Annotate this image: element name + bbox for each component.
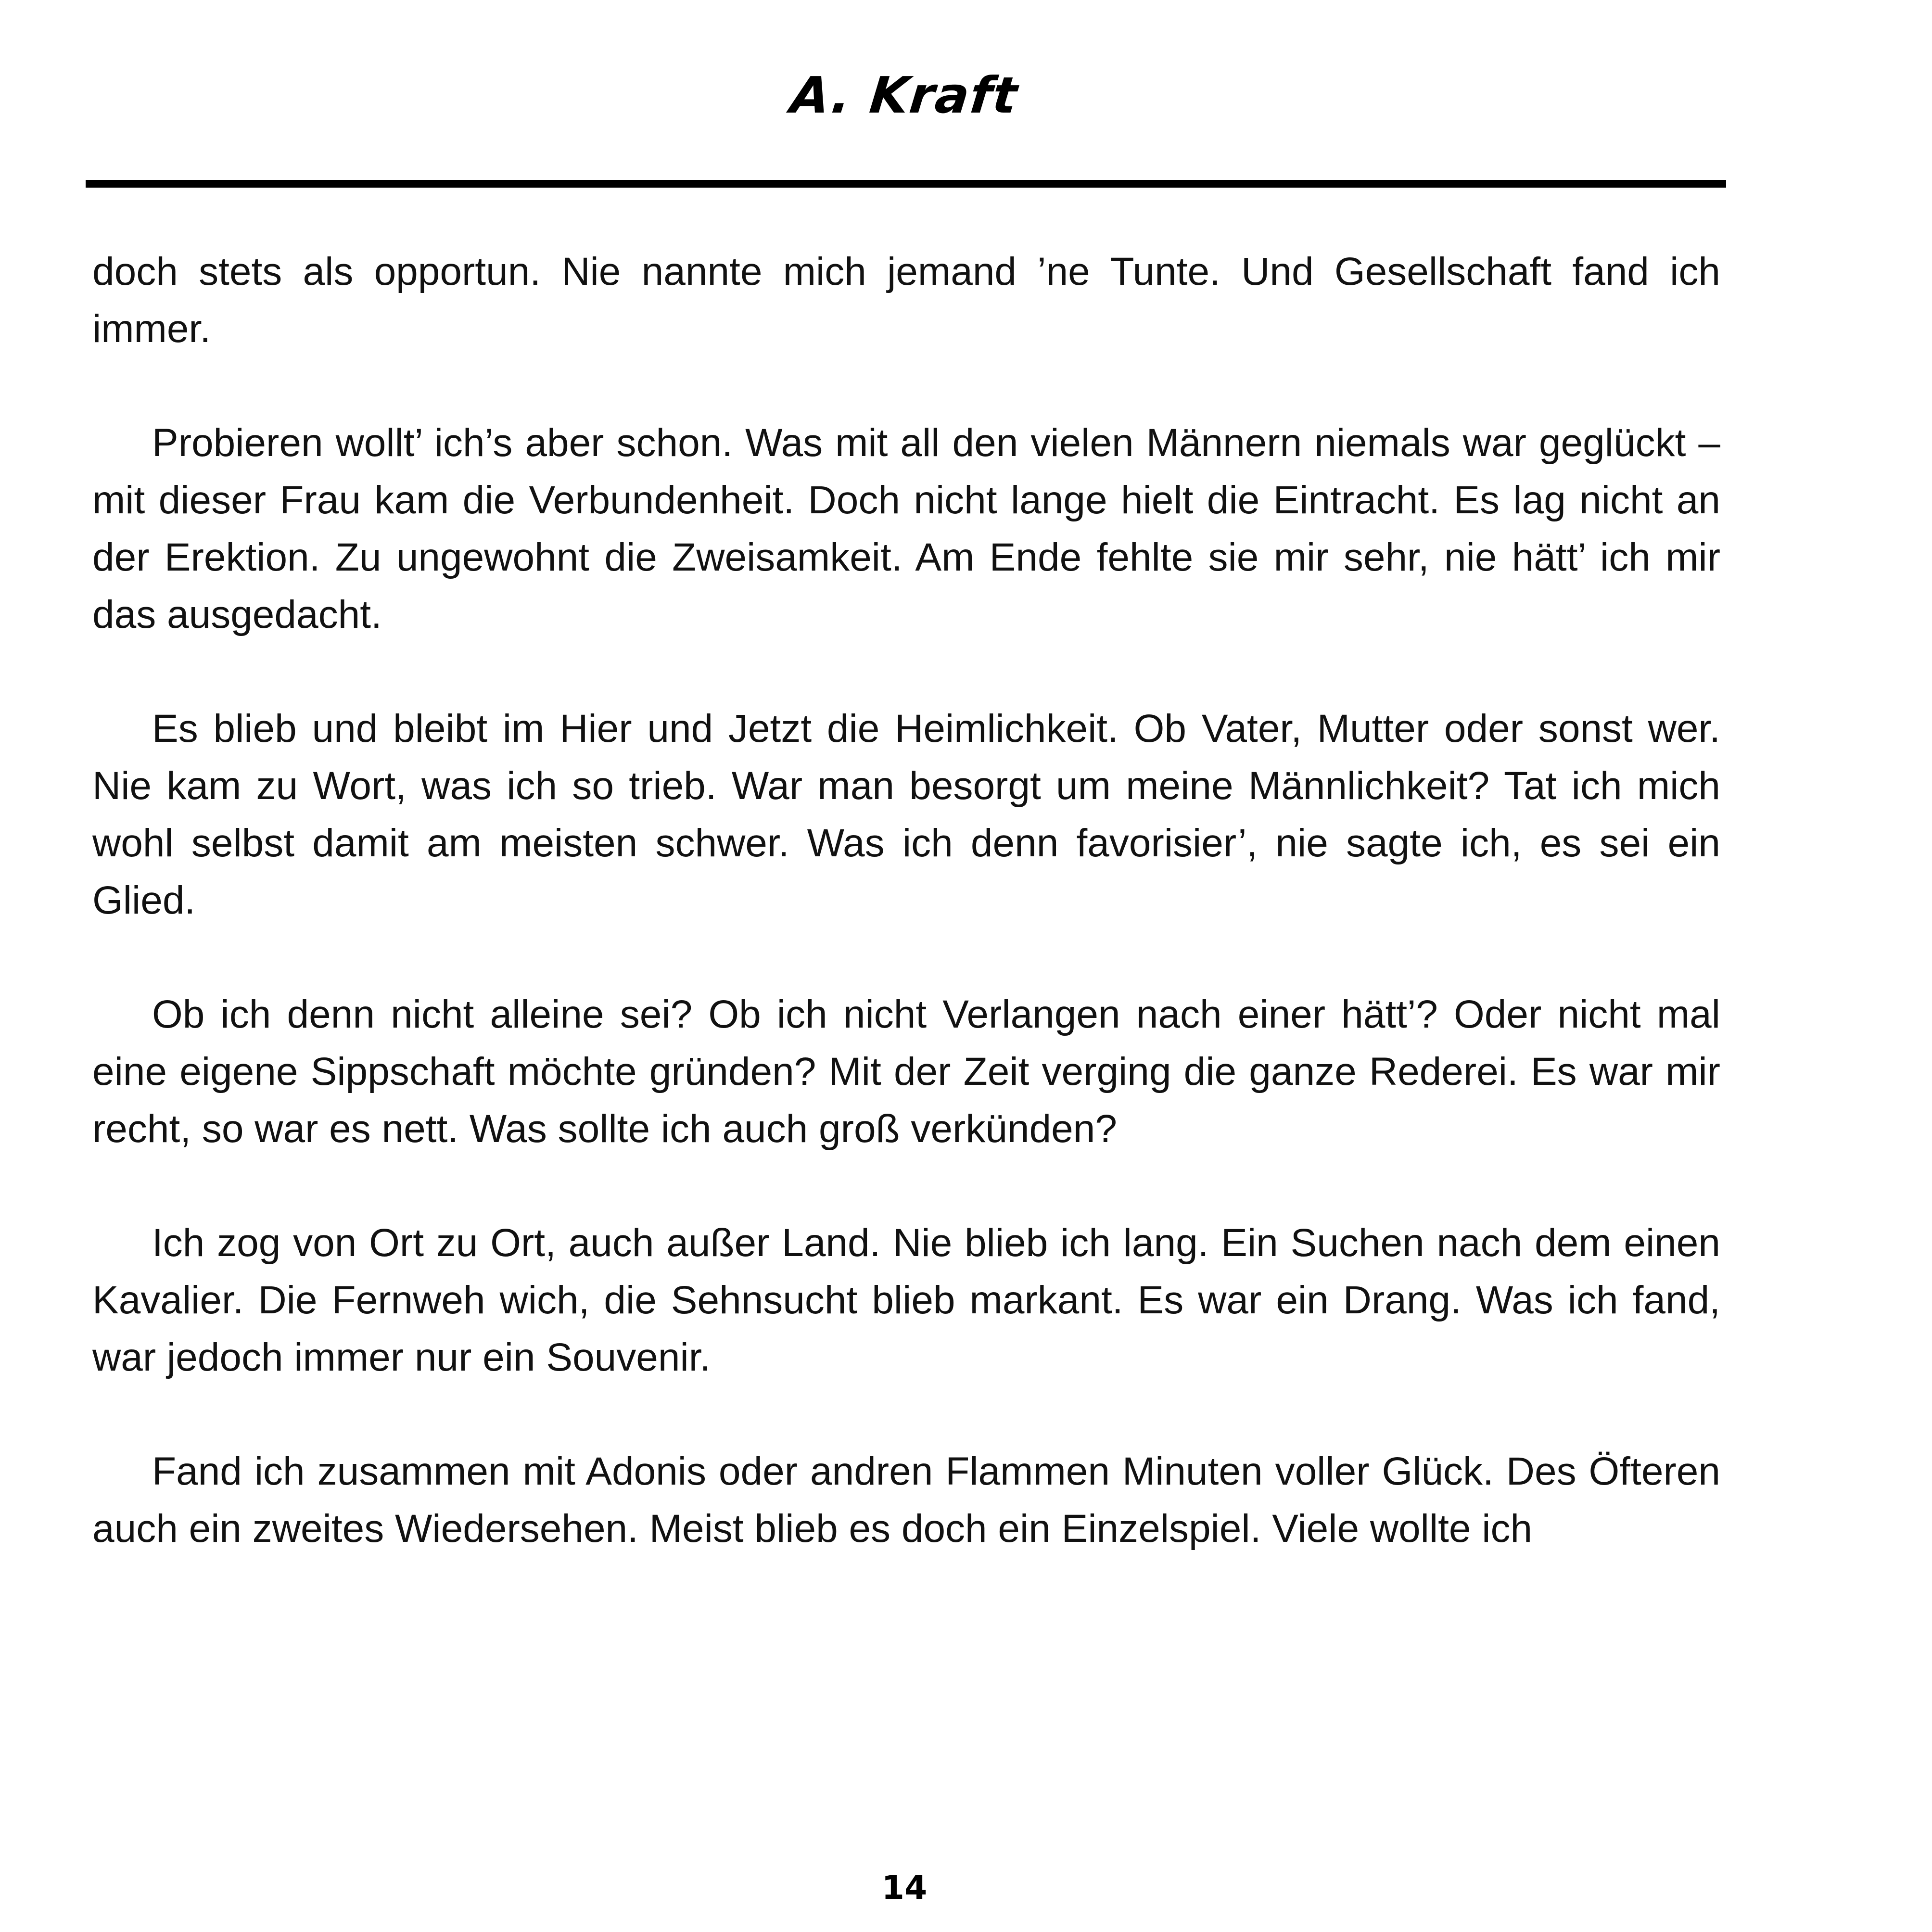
author-header: A. Kraft bbox=[788, 66, 1021, 125]
paragraph-6: Fand ich zusammen mit Adonis oder andren Flammen Minuten voller Glück. Des Öfteren auch ein zweites Wiedersehen. Meist blieb es doch ein Einzelspiel. Viele wollte ich bbox=[92, 1449, 1720, 1551]
paragraph-4: Ob ich denn nicht alleine sei? Ob ich nicht Verlangen nach einer hätt’? Oder nicht mal eine eigene Sippschaft möchte gründen? Mit der Zeit verging die ganze Rederei. Es war mir recht, so war es nett. Was sollte ich auch groß verkünden? bbox=[92, 992, 1720, 1151]
header-divider bbox=[86, 180, 1726, 188]
page-number: 14 bbox=[881, 1869, 928, 1907]
body-text bbox=[92, 243, 1720, 1614]
paragraph-3: Es blieb und bleibt im Hier und Jetzt die Heimlichkeit. Ob Vater, Mutter oder sonst wer. Nie kam zu Wort, was ich so trieb. War man besorgt um meine Männlichkeit? Tat ich mich wohl selbst damit am meisten schwer. Was ich denn favorisier’, nie sagte ich, es sei ein Glied. bbox=[92, 707, 1720, 922]
paragraph-1: doch stets als opportun. Nie nannte mich jemand ’ne Tunte. Und Gesellschaft fand ich immer. bbox=[92, 250, 1720, 351]
paragraph-2: Probieren wollt’ ich’s aber schon. Was mit all den vielen Männern niemals war geglückt – mit dieser Frau kam die Verbundenheit. Doch nicht lange hielt die Eintracht. Es lag nicht an der Erektion. Zu ungewohnt die Zweisamkeit. Am Ende fehlte sie mir sehr, nie hätt’ ich mir das ausgedacht. bbox=[92, 421, 1720, 636]
paragraph-5: Ich zog von Ort zu Ort, auch außer Land. Nie blieb ich lang. Ein Suchen nach dem einen Kavalier. Die Fernweh wich, die Sehnsucht blieb markant. Es war ein Drang. Was ich fand, war jedoch immer nur ein Souvenir. bbox=[92, 1221, 1720, 1379]
